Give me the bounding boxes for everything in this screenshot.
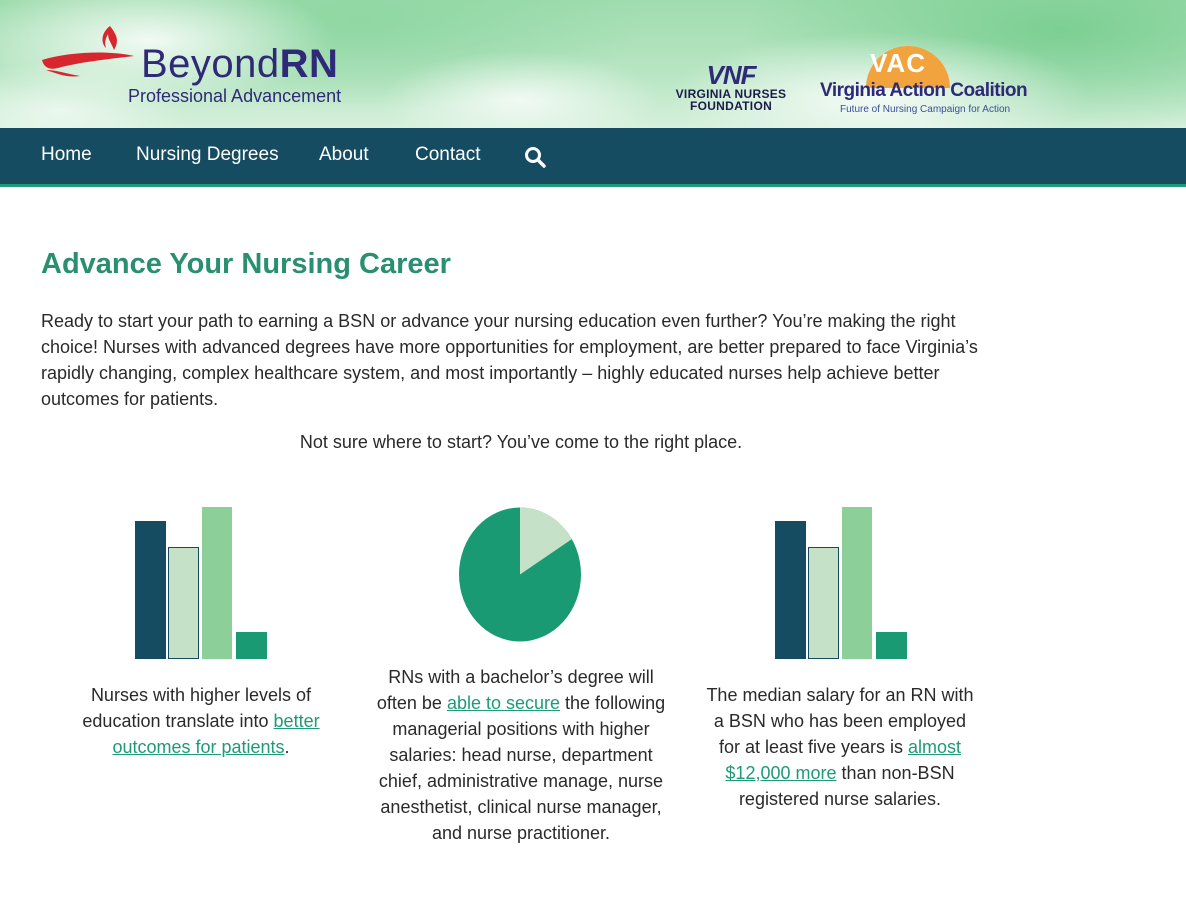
feature-1-text: Nurses with higher levels of education translate into better outcomes for patients. — [82, 685, 320, 757]
beyondrn-logo[interactable] — [38, 22, 358, 112]
feature-3-graphic — [774, 507, 908, 660]
vnf-logo[interactable] — [656, 48, 806, 118]
vac-name: Virginia Action Coalition — [820, 80, 1028, 101]
salary-difference-link[interactable]: almost $12,000 more — [725, 737, 962, 783]
vnf-name-line2: FOUNDATION — [689, 99, 773, 113]
vnf-name-line1: VIRGINIA NURSES — [675, 87, 787, 101]
bar-3 — [202, 507, 232, 659]
vnf-mark: VNF — [706, 60, 756, 90]
bar-2 — [168, 547, 199, 659]
better-outcomes-link[interactable]: better outcomes for patients — [112, 711, 320, 757]
site-header — [0, 0, 1186, 128]
feature-2-text: RNs with a bachelor’s degree will often be able to secure the following managerial positions with higher salaries: head nurse, department chief, administrative manage, nurse anesthetist, clinical nurse manager, and nurse practitioner. — [376, 667, 666, 843]
vac-logo[interactable] — [818, 44, 1028, 119]
main-nav — [0, 128, 1186, 187]
feature-3-text: The median salary for an RN with a BSN who has been employed for at least five years is almost $12,000 more than non-BSN registered nurse salaries. — [706, 685, 974, 809]
lead-text: Not sure where to start? You’ve come to the right place. — [299, 432, 743, 452]
feature-1-graphic — [134, 507, 268, 660]
bar-1 — [135, 521, 166, 659]
flame-swoosh-icon — [38, 22, 138, 92]
search-icon[interactable] — [523, 145, 547, 169]
nav-item-about[interactable]: About — [319, 144, 369, 165]
page-title: Advance Your Nursing Career — [41, 248, 451, 280]
bar-3 — [842, 507, 872, 659]
vac-mark: VAC — [870, 48, 926, 78]
nav-item-nursing-degrees[interactable]: Nursing Degrees — [136, 144, 279, 165]
intro-paragraph: Ready to start your path to earning a BSN or advance your nursing education even further? You’re making the right choice! Nurses with advanced degrees have more opportunities for employment, are better prepared to face Virginia’s rapidly changing, complex healthcare system, and most importantly – highly educated nurses help achieve better outcomes for patients. — [41, 311, 978, 409]
logo-wordmark: BeyondRN — [141, 42, 339, 86]
able-to-secure-link[interactable]: able to secure — [446, 693, 561, 713]
bar-1 — [775, 521, 806, 659]
nav-item-contact[interactable]: Contact — [415, 144, 481, 165]
bar-4 — [876, 632, 907, 659]
bar-2 — [808, 547, 839, 659]
bar-4 — [236, 632, 267, 659]
logo-tagline: Professional Advancement — [128, 86, 342, 106]
vac-tagline: Future of Nursing Campaign for Action — [840, 104, 1011, 115]
nav-item-home[interactable]: Home — [41, 144, 92, 165]
pie-chart-icon — [458, 506, 582, 643]
